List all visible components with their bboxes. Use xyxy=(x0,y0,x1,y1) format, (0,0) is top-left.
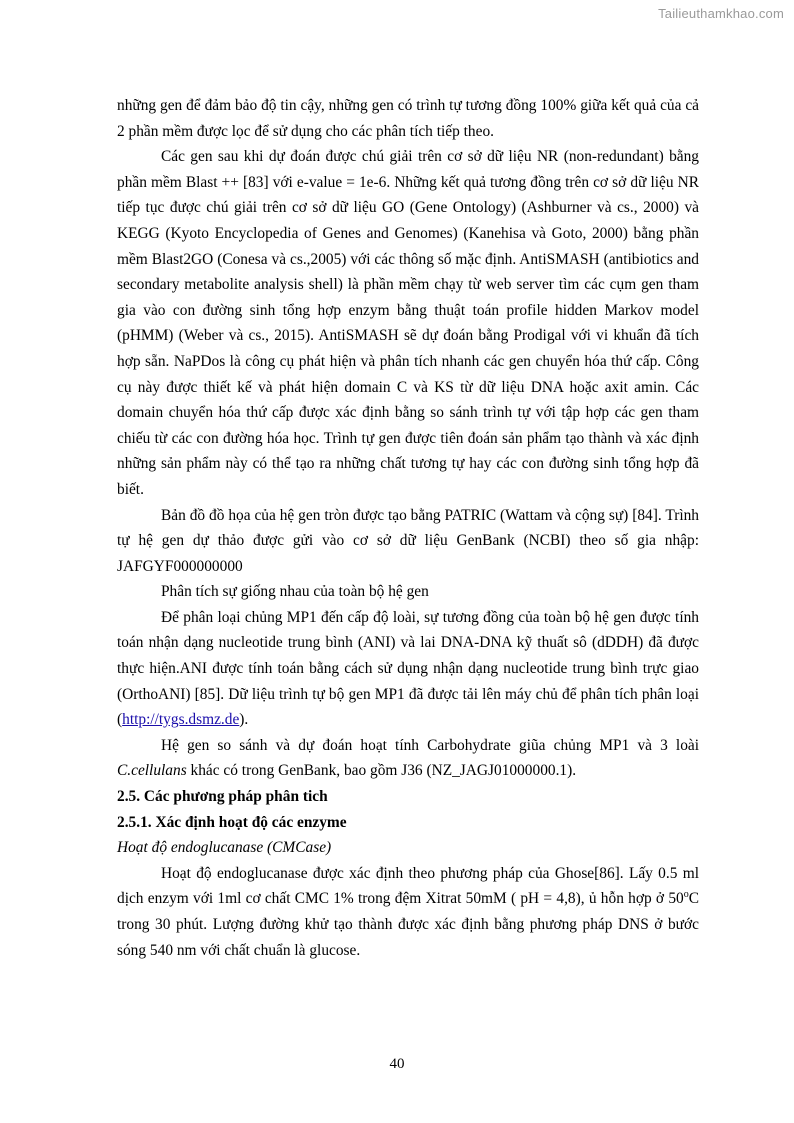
section-heading: 2.5. Các phương pháp phân tich xyxy=(117,788,328,806)
paragraph-6-text: Hệ gen so sánh và dự đoán hoạt tính Carbohydrate giũa chủng MP1 và 3 loài xyxy=(161,736,699,754)
tygs-link[interactable]: http://tygs.dsmz.de xyxy=(122,711,240,729)
paragraph-7-end: C trong 30 phút. Lượng đường khử tạo thành được xác định bằng phương pháp DNS ở bước sóng 540 nm với chất chuẩn là glucose. xyxy=(117,890,699,959)
paragraph-5 xyxy=(117,605,699,733)
document-body xyxy=(117,93,699,963)
degree-symbol: o xyxy=(683,889,689,901)
method-heading: Hoạt độ endoglucanase (CMCase) xyxy=(117,839,332,857)
watermark: Tailieuthamkhao.com xyxy=(658,6,784,21)
paragraph-6 xyxy=(117,733,699,784)
paragraph-3: Bản đồ đồ họa của hệ gen tròn được tạo bằng PATRIC (Wattam và cộng sự) [84]. Trình tự hệ gen dự thảo được gửi vào cơ sở dữ liệu GenBank (NCBI) theo số gia nhập: JAFGYF000000000 xyxy=(117,506,699,575)
paragraph-2: Các gen sau khi dự đoán được chú giải trên cơ sở dữ liệu NR (non-redundant) bằng phần mềm Blast ++ [83] với e-value = 1e-6. Những kết quả tương đồng trên cơ sở dữ liệu NR tiếp tục được chú giải trên cơ sở dữ liệu GO (Gene Ontology) (Ashburner và cs., 2000) và KEGG (Kyoto Encyclopedia of Genes and Genomes) (Kanehisa và Goto, 2000) bằng phần mềm Blast2GO (Conesa và cs.,2005) với các thông số mặc định. AntiSMASH (antibiotics and secondary metabolite analysis shell) là phần mềm chạy từ web server tìm các cụm gen tham gia vào con đường sinh tổng hợp enzym bằng thuật toán profile hidden Markov model (pHMM) (Weber và cs., 2015). AntiSMASH sẽ dự đoán bằng Prodigal với vi khuẩn đã tích hợp sẵn. NaPDos là công cụ phát hiện và phân tích nhanh các gen chuyển hóa thứ cấp. Công cụ này được thiết kế và phát hiện domain C và KS từ dữ liệu DNA hoặc axit amin. Các domain chuyển hóa thứ cấp được xác định bằng so sánh trình tự với tập hợp các gen tham chiếu từ các con đường hóa học. Trình tự gen được tiên đoán sản phẩm tạo thành và xác định những sản phẩm này có thể tạo ra những chất tương tự hay các con đường sinh tổng hợp đã biết. xyxy=(117,148,699,498)
paragraph-7-text: Hoạt độ endoglucanase được xác định theo phương pháp của Ghose[86]. Lấy 0.5 ml dịch enzym với 1ml cơ chất CMC 1% trong đệm Xitrat 50mM ( pH = 4,8), ủ hỗn hợp ở 50 xyxy=(117,864,699,908)
paragraph-4: Phân tích sự giống nhau của toàn bộ hệ gen xyxy=(161,583,429,601)
subsection-heading: 2.5.1. Xác định hoạt độ các enzyme xyxy=(117,813,347,831)
page-number: 40 xyxy=(389,1056,405,1072)
paragraph-6-end: khác có trong GenBank, bao gồm J36 (NZ_JAGJ01000000.1). xyxy=(186,762,577,780)
species-name: C.cellulans xyxy=(117,762,187,780)
paragraph-5-end: ). xyxy=(239,711,249,729)
paragraph-1: những gen để đảm bảo độ tin cậy, những gen có trình tự tương đồng 100% giữa kết quả của cả 2 phần mềm được lọc để sử dụng cho các phân tích tiếp theo. xyxy=(117,97,699,140)
paragraph-7 xyxy=(117,861,699,963)
paragraph-5-text: Để phân loại chủng MP1 đến cấp độ loài, sự tương đồng của toàn bộ hệ gen được tính toán nhận dạng nucleotide trung bình (ANI) và lai DNA-DNA kỹ thuất sô (dDDH) đã được thực hiện.ANI được tính toán bằng cách sử dụng nhận dạng nucleotide trung bình trực giao (OrthoANI) [85]. Dữ liệu trình tự bộ gen MP1 đã được tải lên máy chủ để phân tích phân loại ( xyxy=(117,608,699,729)
